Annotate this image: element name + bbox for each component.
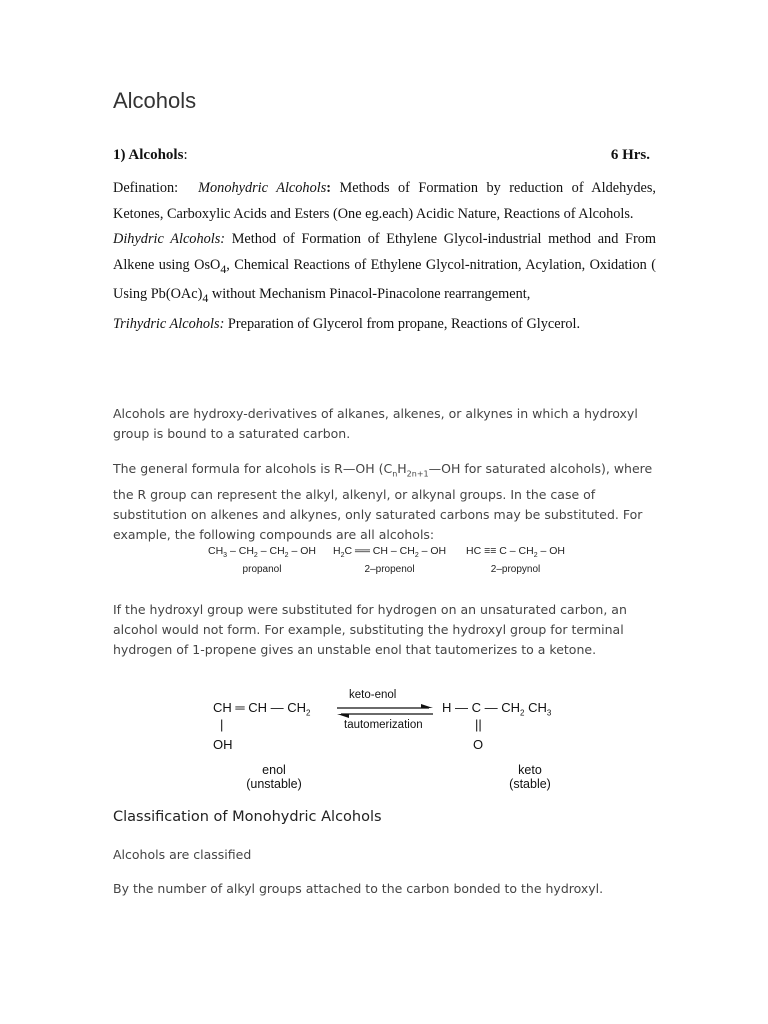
formula-part: H <box>333 545 341 557</box>
keto-formula-sub-1: 2 <box>520 708 525 718</box>
formula-sub: 3 <box>223 552 228 560</box>
keto-formula-text-1: H — C — CH <box>442 700 520 715</box>
formula-part: CH <box>208 545 224 557</box>
intro-paragraph: Alcohols are hydroxy-derivatives of alkanes, alkenes, or alkynes in which a hydroxyl group is bound to a saturated carbon. <box>113 406 638 441</box>
compound-propynol <box>466 545 565 575</box>
keto-double-bond: || <box>475 717 482 732</box>
syllabus-colon: : <box>183 147 188 163</box>
formula-part: – OH <box>537 545 566 557</box>
dihydric-text-3: without Mechanism Pinacol-Pinacolone rearrangement, <box>208 286 531 303</box>
syllabus-hours: 6 Hrs. <box>610 147 650 163</box>
keto-state: (stable) <box>509 777 551 791</box>
dihydric-sub-2: 4 <box>202 291 209 306</box>
formula-part: C ══ CH – CH <box>344 545 415 557</box>
monohydric-paragraph <box>113 176 656 227</box>
formula-part: HC ≡≡ C – CH <box>466 545 534 557</box>
formula-sub: 2 <box>284 552 289 560</box>
formula-sub-2n1: 2n+1 <box>406 469 429 479</box>
dihydric-text-2: , Chemical Reactions of Ethylene Glycol-nitration, Acylation, Oxidation ( Using Pb(OAc) <box>113 256 656 303</box>
enol-label: enol <box>262 763 286 777</box>
enol-bond: | <box>220 717 224 732</box>
enol-formula-sub: 2 <box>306 708 311 718</box>
compound-name: propanol <box>242 564 282 576</box>
keto-label: keto <box>518 763 542 777</box>
dihydric-text-1: Method of Formation of Ethylene Glycol-industrial method and From Alkene using OsO <box>113 231 657 273</box>
section-heading: Classification of Monohydric Alcohols <box>113 809 382 825</box>
formula-sub: 2 <box>414 552 419 560</box>
formula-part: – CH <box>227 545 254 557</box>
syllabus-content <box>113 176 656 337</box>
syllabus-heading <box>113 147 650 164</box>
equilibrium-arrow-icon <box>335 703 435 719</box>
formula-part: – CH <box>257 545 285 557</box>
dihydric-paragraph <box>113 227 656 312</box>
trihydric-label: Trihydric Alcohols: <box>113 315 225 332</box>
classified-paragraph: Alcohols are classified <box>113 847 252 862</box>
compound-name: 2–propenol <box>364 564 415 576</box>
unsaturated-paragraph: If the hydroxyl group were substituted for hydrogen on an unsaturated carbon, an alcohol would not form. For example, substituting the hydroxyl group for terminal hydrogen of 1-propene gives an unstable enol that tautomerizes to a ketone. <box>113 602 627 657</box>
defination-label: Defination: <box>113 180 179 196</box>
formula-text-1: The general formula for alcohols is R—OH (C <box>113 461 393 476</box>
keto-formula-text-2: CH <box>524 700 547 715</box>
formula-sub: 2 <box>533 552 538 560</box>
trihydric-text: Preparation of Glycerol from propane, Reactions of Glycerol. <box>224 315 581 332</box>
monohydric-text: Methods of Formation by reduction of Aldehydes, Ketones, Carboxylic Acids and Esters (One eg.each) Acidic Nature, Reactions of Alcohols. <box>113 180 656 222</box>
formula-part: – OH <box>288 545 317 557</box>
enol-oh: OH <box>213 737 233 752</box>
dihydric-label: Dihydric Alcohols: <box>113 231 226 248</box>
enol-label-block <box>242 763 306 791</box>
formula-text-3: —OH for saturated alcohols), where the R group can represent the alkyl, alkenyl, or alkynal groups. In the case of substitution on alkenes and alkynes, only saturated carbons may be substituted. For example, the following compounds are all alcohols: <box>113 461 653 542</box>
dihydric-sub-1: 4 <box>220 261 227 276</box>
monohydric-label: Monohydric Alcohols <box>198 180 327 196</box>
formula-paragraph <box>113 459 653 545</box>
arrow-label-top: keto-enol <box>349 689 397 701</box>
syllabus-topic: 1) Alcohols <box>113 147 184 163</box>
keto-formula-sub-2: 3 <box>546 708 552 718</box>
formula-sub: 2 <box>340 552 345 560</box>
formula-sub-n: n <box>392 469 398 479</box>
page-title: Alcohols <box>113 88 197 113</box>
arrow-label-bottom: tautomerization <box>344 719 423 731</box>
keto-formula <box>442 700 551 718</box>
formula-sub: 2 <box>253 552 258 560</box>
keto-oxygen: O <box>473 737 484 752</box>
keto-label-block <box>504 763 556 791</box>
trihydric-paragraph <box>113 312 656 338</box>
enol-formula-text: CH ═ CH — CH <box>213 700 306 715</box>
compound-propenol <box>333 545 446 575</box>
compound-name: 2–propynol <box>490 564 541 576</box>
compound-propanol <box>208 545 316 575</box>
enol-state: (unstable) <box>246 777 302 791</box>
formula-text-2: H <box>397 461 407 476</box>
enol-formula <box>213 700 310 718</box>
monohydric-colon: : <box>326 180 332 196</box>
formula-part: – OH <box>418 545 447 557</box>
alkyl-paragraph: By the number of alkyl groups attached to the carbon bonded to the hydroxyl. <box>113 881 604 896</box>
